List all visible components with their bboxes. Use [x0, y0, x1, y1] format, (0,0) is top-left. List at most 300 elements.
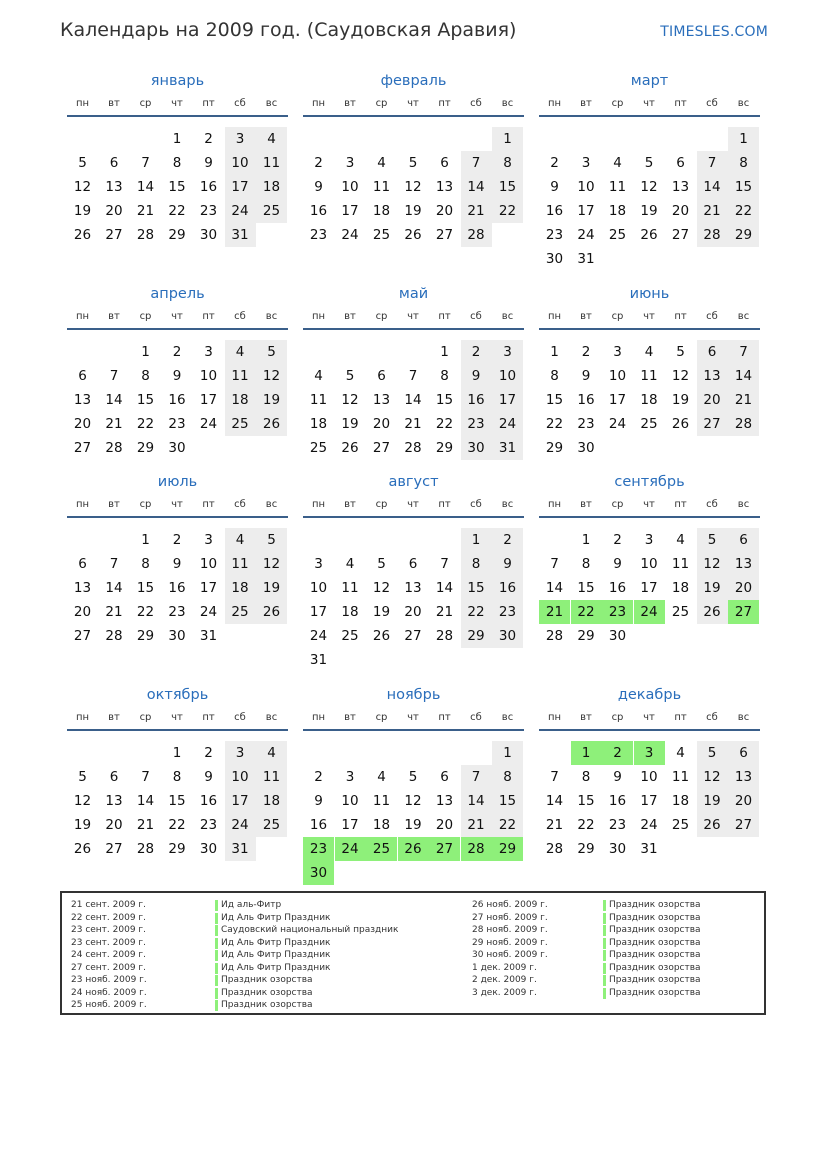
day-cell: 4 — [225, 528, 256, 552]
day-cell: 22 — [492, 199, 523, 223]
day-cell: 12 — [697, 552, 728, 576]
month-name: май — [398, 286, 429, 302]
weekday-label: сб — [470, 499, 482, 510]
weekday-label: вт — [108, 98, 120, 109]
day-cell: 26 — [256, 412, 287, 436]
day-cell: 10 — [199, 556, 218, 572]
day-cell: 16 — [168, 580, 186, 596]
day-cell: 28 — [728, 412, 759, 436]
holiday-name: Праздник озорства — [603, 962, 701, 975]
month-rule — [539, 115, 760, 117]
day-cell: 29 — [577, 841, 595, 857]
day-cell: 25 — [372, 227, 391, 243]
month-name: февраль — [380, 73, 447, 89]
day-cell: 20 — [105, 817, 123, 833]
day-cell: 14 — [728, 364, 759, 388]
day-cell: 21 — [136, 817, 155, 833]
weekday-label: ср — [375, 712, 388, 723]
day-cell: 8 — [492, 765, 523, 789]
day-cell: 25 — [640, 416, 658, 432]
day-cell: 5 — [256, 340, 287, 364]
weekday-label: пн — [75, 98, 90, 109]
day-cell: 11 — [256, 765, 287, 789]
day-cell: 17 — [309, 604, 328, 620]
day-cell: 9 — [204, 769, 213, 785]
holiday-date: 21 сент. 2009 г. — [71, 900, 147, 910]
day-cell: 22 — [461, 600, 492, 624]
weekday-label: ср — [611, 712, 624, 723]
day-cell: 16 — [492, 576, 523, 600]
day-cell: 28 — [136, 227, 155, 243]
day-cell: 17 — [199, 580, 218, 596]
day-cell: 23 — [309, 227, 328, 243]
weekday-label: чт — [643, 311, 655, 322]
weekday-label: чт — [407, 712, 419, 723]
day-cell: 22 — [435, 416, 454, 432]
month-name: декабрь — [617, 687, 682, 703]
day-cell: 14 — [105, 580, 123, 596]
day-cell: 9 — [550, 179, 559, 195]
day-cell: 22 — [168, 817, 186, 833]
day-cell: 6 — [728, 528, 759, 552]
day-cell: 26 — [697, 813, 728, 837]
day-cell: 17 — [608, 392, 627, 408]
day-cell: 13 — [728, 765, 759, 789]
weekday-label: сб — [470, 311, 482, 322]
weekday-label: пн — [311, 499, 326, 510]
day-cell: 12 — [372, 580, 391, 596]
day-cell: 6 — [408, 556, 418, 572]
weekday-label: пт — [202, 499, 215, 510]
day-cell: 11 — [372, 793, 391, 809]
day-cell: 27 — [73, 628, 92, 644]
day-cell: 4 — [225, 340, 256, 364]
day-cell: 17 — [341, 817, 359, 833]
day-cell: 13 — [372, 392, 391, 408]
day-cell: 21 — [728, 388, 759, 412]
day-cell: 10 — [492, 364, 523, 388]
day-cell: 16 — [309, 203, 328, 219]
page-title: Календарь на 2009 год. (Саудовская Аравия) — [60, 19, 517, 41]
day-cell: 5 — [256, 528, 287, 552]
weekday-label: вт — [580, 712, 592, 723]
day-cell: 1 — [492, 741, 523, 765]
day-cell: 4 — [613, 155, 622, 171]
day-cell: 3 — [204, 532, 213, 548]
weekday-label: сб — [234, 98, 246, 109]
month-rule — [303, 729, 524, 731]
day-cell: 21 — [435, 604, 454, 620]
weekday-label: пт — [674, 311, 687, 322]
day-cell: 15 — [461, 576, 492, 600]
weekday-label: чт — [171, 712, 183, 723]
day-cell: 2 — [172, 532, 182, 548]
day-cell: 12 — [256, 364, 287, 388]
day-cell: 19 — [256, 576, 287, 600]
weekday-label: сб — [470, 712, 482, 723]
day-cell: 20 — [404, 604, 422, 620]
day-cell: 5 — [676, 344, 685, 360]
day-cell: 15 — [492, 789, 523, 813]
day-cell: 21 — [105, 416, 123, 432]
weekday-label: чт — [407, 499, 419, 510]
day-cell: 16 — [461, 388, 492, 412]
holiday-name: Праздник озорства — [603, 937, 701, 950]
day-cell: 9 — [172, 368, 182, 384]
day-cell: 11 — [671, 556, 690, 572]
day-cell: 31 — [225, 837, 256, 861]
day-cell: 24 — [335, 837, 366, 861]
day-cell: 27 — [429, 837, 460, 861]
day-cell: 2 — [602, 741, 633, 765]
day-cell: 8 — [141, 368, 150, 384]
weekday-label: вс — [265, 98, 278, 109]
day-cell: 9 — [461, 364, 492, 388]
day-cell: 1 — [571, 741, 602, 765]
holiday-name: Праздник озорства — [603, 987, 701, 1000]
day-cell: 25 — [256, 199, 287, 223]
day-cell: 4 — [256, 741, 287, 765]
weekday-label: пт — [438, 98, 451, 109]
day-cell: 16 — [199, 793, 218, 809]
day-cell: 28 — [404, 440, 422, 456]
day-cell: 26 — [404, 227, 422, 243]
holiday-date: 1 дек. 2009 г. — [472, 962, 537, 973]
day-cell: 28 — [545, 841, 564, 857]
day-cell: 15 — [728, 175, 759, 199]
day-cell: 12 — [697, 765, 728, 789]
day-cell: 4 — [377, 769, 386, 785]
day-cell: 9 — [314, 793, 323, 809]
month-rule — [303, 115, 524, 117]
weekday-label: чт — [407, 98, 419, 109]
day-cell: 1 — [172, 131, 182, 147]
day-cell: 23 — [199, 203, 218, 219]
day-cell: 14 — [105, 392, 123, 408]
day-cell: 7 — [440, 556, 449, 572]
day-cell: 18 — [225, 388, 256, 412]
weekday-label: ср — [139, 311, 152, 322]
holiday-name: Праздник озорства — [603, 974, 701, 987]
day-cell: 24 — [341, 227, 359, 243]
holiday-name: Праздник озорства — [215, 974, 313, 987]
day-cell: 25 — [341, 628, 359, 644]
day-cell: 24 — [199, 604, 218, 620]
day-cell: 14 — [461, 789, 492, 813]
day-cell: 7 — [697, 151, 728, 175]
day-cell: 28 — [545, 628, 564, 644]
day-cell: 9 — [172, 556, 182, 572]
day-cell: 20 — [435, 817, 454, 833]
weekday-label: пт — [202, 311, 215, 322]
holiday-name: Праздник озорства — [603, 949, 701, 962]
day-cell: 9 — [613, 556, 622, 572]
day-cell: 11 — [225, 364, 256, 388]
day-cell: 10 — [640, 556, 658, 572]
day-cell: 30 — [199, 227, 218, 243]
day-cell: 2 — [461, 340, 492, 364]
day-cell: 2 — [314, 155, 323, 171]
day-cell: 31 — [225, 223, 256, 247]
day-cell: 2 — [581, 344, 591, 360]
day-cell: 30 — [199, 841, 218, 857]
weekday-label: ср — [611, 311, 624, 322]
day-cell: 8 — [172, 769, 182, 785]
month-rule — [539, 516, 760, 518]
day-cell: 28 — [461, 223, 492, 247]
day-cell: 14 — [545, 580, 564, 596]
day-cell: 29 — [545, 440, 564, 456]
day-cell: 4 — [314, 368, 323, 384]
day-cell: 9 — [492, 552, 523, 576]
day-cell: 27 — [372, 440, 391, 456]
weekday-label: ср — [611, 98, 624, 109]
day-cell: 10 — [577, 179, 595, 195]
day-cell: 30 — [461, 436, 492, 460]
day-cell: 17 — [225, 789, 256, 813]
day-cell: 16 — [545, 203, 564, 219]
day-cell: 20 — [697, 388, 728, 412]
month-rule — [303, 516, 524, 518]
day-cell: 2 — [492, 528, 523, 552]
day-cell: 7 — [141, 155, 150, 171]
day-cell: 9 — [581, 368, 591, 384]
day-cell: 2 — [314, 769, 323, 785]
day-cell: 10 — [341, 179, 359, 195]
day-cell: 26 — [640, 227, 658, 243]
weekday-label: чт — [643, 98, 655, 109]
holiday-date: 29 нояб. 2009 г. — [472, 937, 548, 948]
day-cell: 25 — [309, 440, 328, 456]
day-cell: 19 — [671, 392, 690, 408]
day-cell: 14 — [545, 793, 564, 809]
day-cell: 23 — [168, 416, 186, 432]
day-cell: 26 — [73, 227, 92, 243]
month-rule — [67, 115, 288, 117]
day-cell: 3 — [644, 532, 654, 548]
day-cell: 29 — [461, 624, 492, 648]
day-cell: 8 — [141, 556, 150, 572]
weekday-label: вт — [108, 712, 120, 723]
day-cell: 18 — [671, 793, 690, 809]
weekday-label: ср — [139, 499, 152, 510]
day-cell: 13 — [435, 793, 454, 809]
weekday-label: пн — [75, 712, 90, 723]
day-cell: 15 — [136, 392, 155, 408]
day-cell: 22 — [545, 416, 564, 432]
month-name: апрель — [150, 286, 205, 302]
day-cell: 1 — [461, 528, 492, 552]
day-cell: 24 — [199, 416, 218, 432]
weekday-label: сб — [234, 712, 246, 723]
day-cell: 14 — [697, 175, 728, 199]
day-cell: 27 — [435, 227, 454, 243]
day-cell: 5 — [377, 556, 386, 572]
day-cell: 1 — [550, 344, 559, 360]
weekday-label: вс — [737, 712, 750, 723]
site-link[interactable]: TIMESLES.COM — [660, 24, 768, 40]
day-cell: 8 — [440, 368, 449, 384]
day-cell: 26 — [697, 600, 728, 624]
day-cell: 7 — [109, 368, 119, 384]
day-cell: 6 — [728, 741, 759, 765]
day-cell: 12 — [404, 793, 422, 809]
day-cell: 1 — [581, 532, 591, 548]
weekday-label: пн — [75, 499, 90, 510]
day-cell: 23 — [577, 416, 595, 432]
day-cell: 11 — [671, 769, 690, 785]
day-cell: 3 — [345, 155, 355, 171]
weekday-label: вт — [580, 98, 592, 109]
weekday-label: сб — [706, 98, 718, 109]
day-cell: 19 — [73, 203, 92, 219]
day-cell: 18 — [372, 203, 391, 219]
day-cell: 30 — [168, 628, 186, 644]
day-cell: 2 — [613, 532, 622, 548]
month-rule — [539, 328, 760, 330]
day-cell: 3 — [225, 127, 256, 151]
day-cell: 5 — [78, 155, 87, 171]
day-cell: 12 — [671, 368, 690, 384]
day-cell: 23 — [545, 227, 564, 243]
day-cell: 19 — [404, 203, 422, 219]
holiday-name: Ид Аль Фитр Праздник — [215, 912, 330, 925]
day-cell: 16 — [168, 392, 186, 408]
day-cell: 7 — [408, 368, 418, 384]
day-cell: 13 — [728, 552, 759, 576]
day-cell: 11 — [341, 580, 359, 596]
day-cell: 4 — [377, 155, 386, 171]
weekday-label: пн — [75, 311, 90, 322]
day-cell: 18 — [256, 175, 287, 199]
day-cell: 17 — [492, 388, 523, 412]
day-cell: 16 — [309, 817, 328, 833]
day-cell: 9 — [613, 769, 622, 785]
holiday-name: Праздник озорства — [603, 912, 701, 925]
day-cell: 24 — [608, 416, 627, 432]
weekday-label: вс — [737, 499, 750, 510]
day-cell: 3 — [581, 155, 591, 171]
weekday-label: пт — [674, 712, 687, 723]
day-cell: 28 — [105, 440, 123, 456]
day-cell: 13 — [697, 364, 728, 388]
day-cell: 25 — [256, 813, 287, 837]
month-name: сентябрь — [614, 474, 685, 490]
day-cell: 20 — [728, 576, 759, 600]
day-cell: 15 — [136, 580, 155, 596]
day-cell: 16 — [577, 392, 595, 408]
day-cell: 18 — [256, 789, 287, 813]
day-cell: 18 — [372, 817, 391, 833]
weekday-label: пн — [311, 712, 326, 723]
day-cell: 4 — [644, 344, 654, 360]
day-cell: 15 — [435, 392, 454, 408]
holiday-name: Праздник озорства — [215, 987, 313, 1000]
day-cell: 23 — [303, 837, 334, 861]
day-cell: 13 — [105, 793, 123, 809]
day-cell: 16 — [608, 793, 627, 809]
weekday-label: вс — [501, 499, 514, 510]
day-cell: 13 — [73, 392, 92, 408]
day-cell: 15 — [168, 179, 186, 195]
holiday-name: Праздник озорства — [603, 899, 701, 912]
day-cell: 15 — [577, 793, 595, 809]
day-cell: 21 — [404, 416, 422, 432]
day-cell: 8 — [492, 151, 523, 175]
day-cell: 17 — [225, 175, 256, 199]
day-cell: 30 — [608, 841, 627, 857]
day-cell: 18 — [671, 580, 690, 596]
weekday-label: ср — [611, 499, 624, 510]
day-cell: 15 — [577, 580, 595, 596]
day-cell: 7 — [550, 556, 559, 572]
day-cell: 7 — [550, 769, 559, 785]
day-cell: 21 — [697, 199, 728, 223]
day-cell: 28 — [461, 837, 492, 861]
day-cell: 1 — [492, 127, 523, 151]
day-cell: 19 — [640, 203, 658, 219]
day-cell: 27 — [73, 440, 92, 456]
day-cell: 27 — [728, 813, 759, 837]
weekday-label: ср — [375, 98, 388, 109]
day-cell: 5 — [78, 769, 87, 785]
day-cell: 28 — [136, 841, 155, 857]
day-cell: 20 — [372, 416, 391, 432]
weekday-label: пт — [674, 499, 687, 510]
day-cell: 10 — [199, 368, 218, 384]
day-cell: 11 — [225, 552, 256, 576]
day-cell: 24 — [640, 817, 658, 833]
weekday-label: вт — [108, 311, 120, 322]
holiday-name: Ид Аль Фитр Праздник — [215, 937, 330, 950]
weekday-label: сб — [234, 499, 246, 510]
day-cell: 2 — [204, 131, 213, 147]
weekday-label: чт — [407, 311, 419, 322]
day-cell: 24 — [634, 600, 665, 624]
month-name: январь — [150, 73, 205, 89]
day-cell: 30 — [492, 624, 523, 648]
day-cell: 1 — [440, 344, 449, 360]
day-cell: 11 — [309, 392, 328, 408]
day-cell: 6 — [697, 340, 728, 364]
day-cell: 9 — [314, 179, 323, 195]
day-cell: 30 — [545, 251, 564, 267]
day-cell: 20 — [435, 203, 454, 219]
weekday-label: вс — [265, 499, 278, 510]
day-cell: 24 — [225, 813, 256, 837]
day-cell: 8 — [550, 368, 559, 384]
weekday-label: пт — [438, 311, 451, 322]
day-cell: 21 — [461, 199, 492, 223]
day-cell: 6 — [109, 769, 119, 785]
day-cell: 24 — [225, 199, 256, 223]
weekday-label: чт — [171, 311, 183, 322]
day-cell: 18 — [640, 392, 658, 408]
weekday-label: пт — [674, 98, 687, 109]
day-cell: 20 — [728, 789, 759, 813]
day-cell: 14 — [136, 179, 155, 195]
weekday-label: вт — [344, 98, 356, 109]
day-cell: 14 — [404, 392, 422, 408]
day-cell: 8 — [581, 556, 591, 572]
day-cell: 13 — [404, 580, 422, 596]
weekday-label: пн — [311, 98, 326, 109]
holiday-name: Ид Аль Фитр Праздник — [215, 949, 330, 962]
day-cell: 19 — [697, 576, 728, 600]
day-cell: 7 — [728, 340, 759, 364]
holiday-date: 24 нояб. 2009 г. — [71, 987, 147, 998]
day-cell: 27 — [728, 600, 759, 624]
